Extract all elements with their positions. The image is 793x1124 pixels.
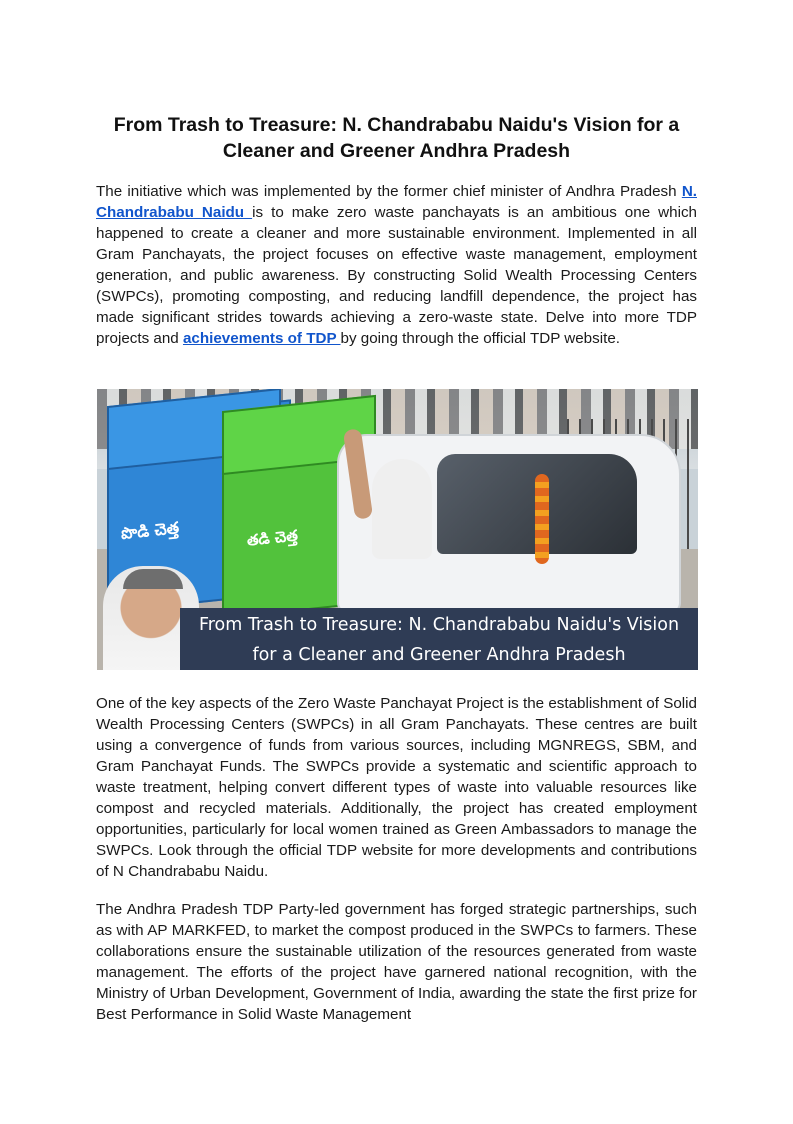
partnership-paragraph: The Andhra Pradesh TDP Party-led government has forged strategic partnerships, such as with AP MARKFED, to market the compost produced in the SWPCs to farmers. These collaborations ensure the sustainable utilization of the resources generated from waste management. The efforts of the project have garnered national recognition, with the Ministry of Urban Development, Government of India, awarding the state the first prize for Best Performance in Solid Waste Management <box>96 901 697 1023</box>
flower-garland <box>535 474 549 564</box>
naidu-link[interactable]: N. Chandrababu Naidu <box>96 183 697 221</box>
green-bin-label: తడి చెత్త <box>245 526 299 550</box>
driver-figure <box>372 459 432 559</box>
banner-caption-line-2: for a Cleaner and Greener Andhra Pradesh <box>252 645 626 665</box>
intro-paragraph <box>96 181 697 349</box>
intro-text-start: The initiative which was implemented by the former chief minister of Andhra Pradesh <box>96 183 682 200</box>
swpc-paragraph: One of the key aspects of the Zero Waste Panchayat Project is the establishment of Solid Wealth Processing Centers (SWPCs) in all Gram Panchayats. These centres are built using a convergence of funds from various sources, including MGNREGS, SBM, and Gram Panchayat Funds. The SWPCs provide a systematic and scientific approach to waste treatment, helping convert different types of waste into valuable resources like compost and recycled materials. Additionally, the project has created employment opportunities, particularly for local women trained as Green Ambassadors to manage the SWPCs. Look through the official TDP website for more developments and contributions of N Chandrababu Naidu. <box>96 695 697 880</box>
blue-bin-label: పొడి చెత్త <box>119 518 180 544</box>
banner-image <box>97 389 698 670</box>
achievements-link[interactable]: achievements of TDP <box>182 330 341 347</box>
portrait-hair <box>123 569 183 589</box>
banner-caption-line-1: From Trash to Treasure: N. Chandrababu Naidu's Vision <box>198 615 680 635</box>
page-title: From Trash to Treasure: N. Chandrababu Naidu's Vision for a Cleaner and Greener Andhra Pradesh <box>113 114 680 162</box>
intro-text-end: by going through the official TDP website. <box>340 330 620 347</box>
intro-text-middle: is to make zero waste panchayats is an ambitious one which happened to create a cleaner and more sustainable environment. Implemented in all Gram Panchayats, the project focuses on effective waste management, employment generation, and public awareness. By constructing Solid Wealth Processing Centers (SWPCs), promoting composting, and reducing landfill dependence, the project has made significant strides towards achieving a zero-waste state. Delve into more TDP projects and <box>96 204 697 347</box>
